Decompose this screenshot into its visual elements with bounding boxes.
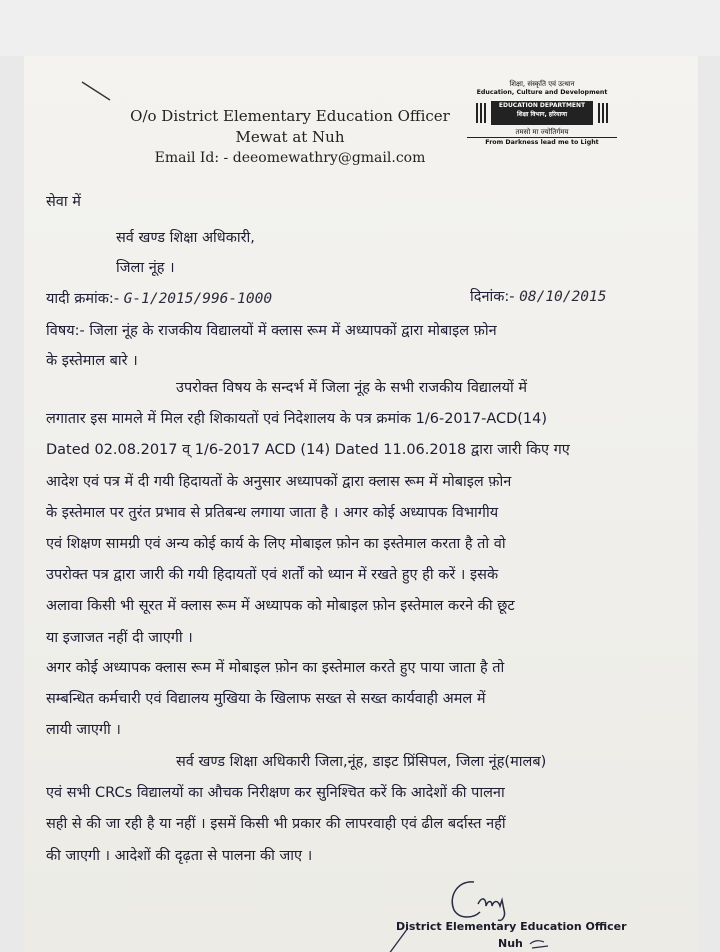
- logo-top-hindi: शिक्षा, संस्कृति एवं उत्थान: [509, 80, 575, 88]
- signature-block: [374, 876, 627, 952]
- subject-line-2: के इस्तेमाल बारे ।: [46, 353, 138, 369]
- letterhead: [130, 106, 450, 169]
- p1-line: या इजाजत नहीं दी जाएगी ।: [46, 629, 193, 646]
- office-location: Mewat at Nuh: [235, 128, 345, 146]
- p3-line: सही से की जा रही है या नहीं । इसमें किसी भी प्रकार की लापरवाही एवं ढील बर्दास्त नहीं: [46, 816, 506, 833]
- memo-number: G-1/2015/996-1000: [123, 291, 273, 307]
- logo-bars-left-icon: [475, 101, 487, 125]
- p2-line: अगर कोई अध्यापक क्लास रूम में मोबाइल फ़ोन का इस्तेमाल करते हुए पाया जाता है तो: [46, 660, 505, 676]
- p1-line: एवं शिक्षण सामग्री एवं अन्य कोई कार्य के लिए मोबाइल फ़ोन का इस्तेमाल करता है तो वो: [46, 536, 506, 553]
- logo-band-line2: शिक्षा विभाग, हरियाणा: [516, 111, 568, 118]
- p3-line: सर्व खण्ड शिक्षा अधिकारी जिला,नूंह, डाइट प्रिंसिपल, जिला नूंह(मालब): [176, 754, 547, 770]
- office-name: O/o District Elementary Education Officer: [130, 107, 450, 125]
- logo-top-english: Education, Culture and Development: [476, 89, 608, 96]
- subject-line-1: विषय:- जिला नूंह के राजकीय विद्यालयों में क्लास रूम में अध्यापकों द्वारा मोबाइल फ़ोन: [46, 323, 497, 339]
- p1-line: लगातार इस मामले में मिल रही शिकायतों एवं निदेशालय के पत्र क्रमांक 1/6-2017-ACD(14): [46, 411, 548, 428]
- date-value: 08/10/2015: [519, 289, 607, 305]
- logo-bottom-english: From Darkness lead me to Light: [467, 137, 617, 147]
- body-paragraph-3: [46, 747, 658, 872]
- p3-line: एवं सभी CRCs विद्यालयों का औचक निरीक्षण कर सुनिश्चित करें कि आदेशों की पालना: [46, 785, 505, 802]
- top-bar: [0, 0, 720, 56]
- recipient-district: जिला नूंह ।: [116, 260, 175, 276]
- p2-line: लायी जाएगी ।: [46, 722, 121, 739]
- body-paragraph-1: [46, 373, 658, 654]
- handwritten-signature: [374, 876, 604, 952]
- body-paragraph-2: [46, 653, 658, 747]
- logo-band-text: [491, 101, 593, 125]
- date-label: दिनांक:-: [470, 289, 515, 305]
- education-department-logo: [467, 80, 617, 160]
- recipient: सर्व खण्ड शिक्षा अधिकारी,: [116, 230, 255, 246]
- p1-line: उपरोक्त विषय के सन्दर्भ में जिला नूंह के सभी राजकीय विद्यालयों में: [176, 380, 528, 396]
- p1-line: अलावा किसी भी सूरत में क्लास रूम में अध्यापक को मोबाइल फ़ोन इस्तेमाल करने की छूट: [46, 598, 515, 615]
- p1-line: के इस्तेमाल पर तुरंत प्रभाव से प्रतिबन्ध लगाया जाता है । अगर कोई अध्यापक विभागीय: [46, 504, 499, 521]
- p1-line: आदेश एवं पत्र में दी गयी हिदायतों के अनुसार अध्यापकों द्वारा क्लास रूम में मोबाइल फ़ोन: [46, 473, 512, 490]
- p2-line: सम्बन्धित कर्मचारी एवं विद्यालय मुखिया के खिलाफ सख्त से सख्त कार्यवाही अमल में: [46, 691, 486, 708]
- memo-line: [46, 288, 272, 308]
- p1-line: उपरोक्त पत्र द्वारा जारी की गयी हिदायतों एवं शर्तों को ध्यान में रखते हुए ही करें । इसके: [46, 567, 499, 584]
- p3-line: की जाएगी । आदेशों की दृढ़ता से पालना की जाए ।: [46, 847, 313, 864]
- signature-place: Nuh: [498, 937, 523, 950]
- salutation: सेवा में: [46, 194, 81, 210]
- memo-label: यादी क्रमांक:-: [46, 291, 120, 307]
- date-line: [470, 286, 606, 306]
- pen-stroke-mark: [80, 78, 130, 106]
- signature-designation: District Elementary Education Officer: [396, 920, 627, 933]
- letter-page: [24, 56, 698, 952]
- p1-line: Dated 02.08.2017 व् 1/6-2017 ACD (14) Dated 11.06.2018 द्वारा जारी किए गए: [46, 442, 570, 459]
- logo-band-line1: EDUCATION DEPARTMENT: [498, 102, 586, 109]
- logo-bottom-hindi: तमसो मा ज्योतिर्गमय: [515, 128, 569, 136]
- office-email: Email Id: - deeomewathry@gmail.com: [154, 150, 426, 166]
- logo-band: [475, 101, 609, 125]
- logo-bars-right-icon: [597, 101, 609, 125]
